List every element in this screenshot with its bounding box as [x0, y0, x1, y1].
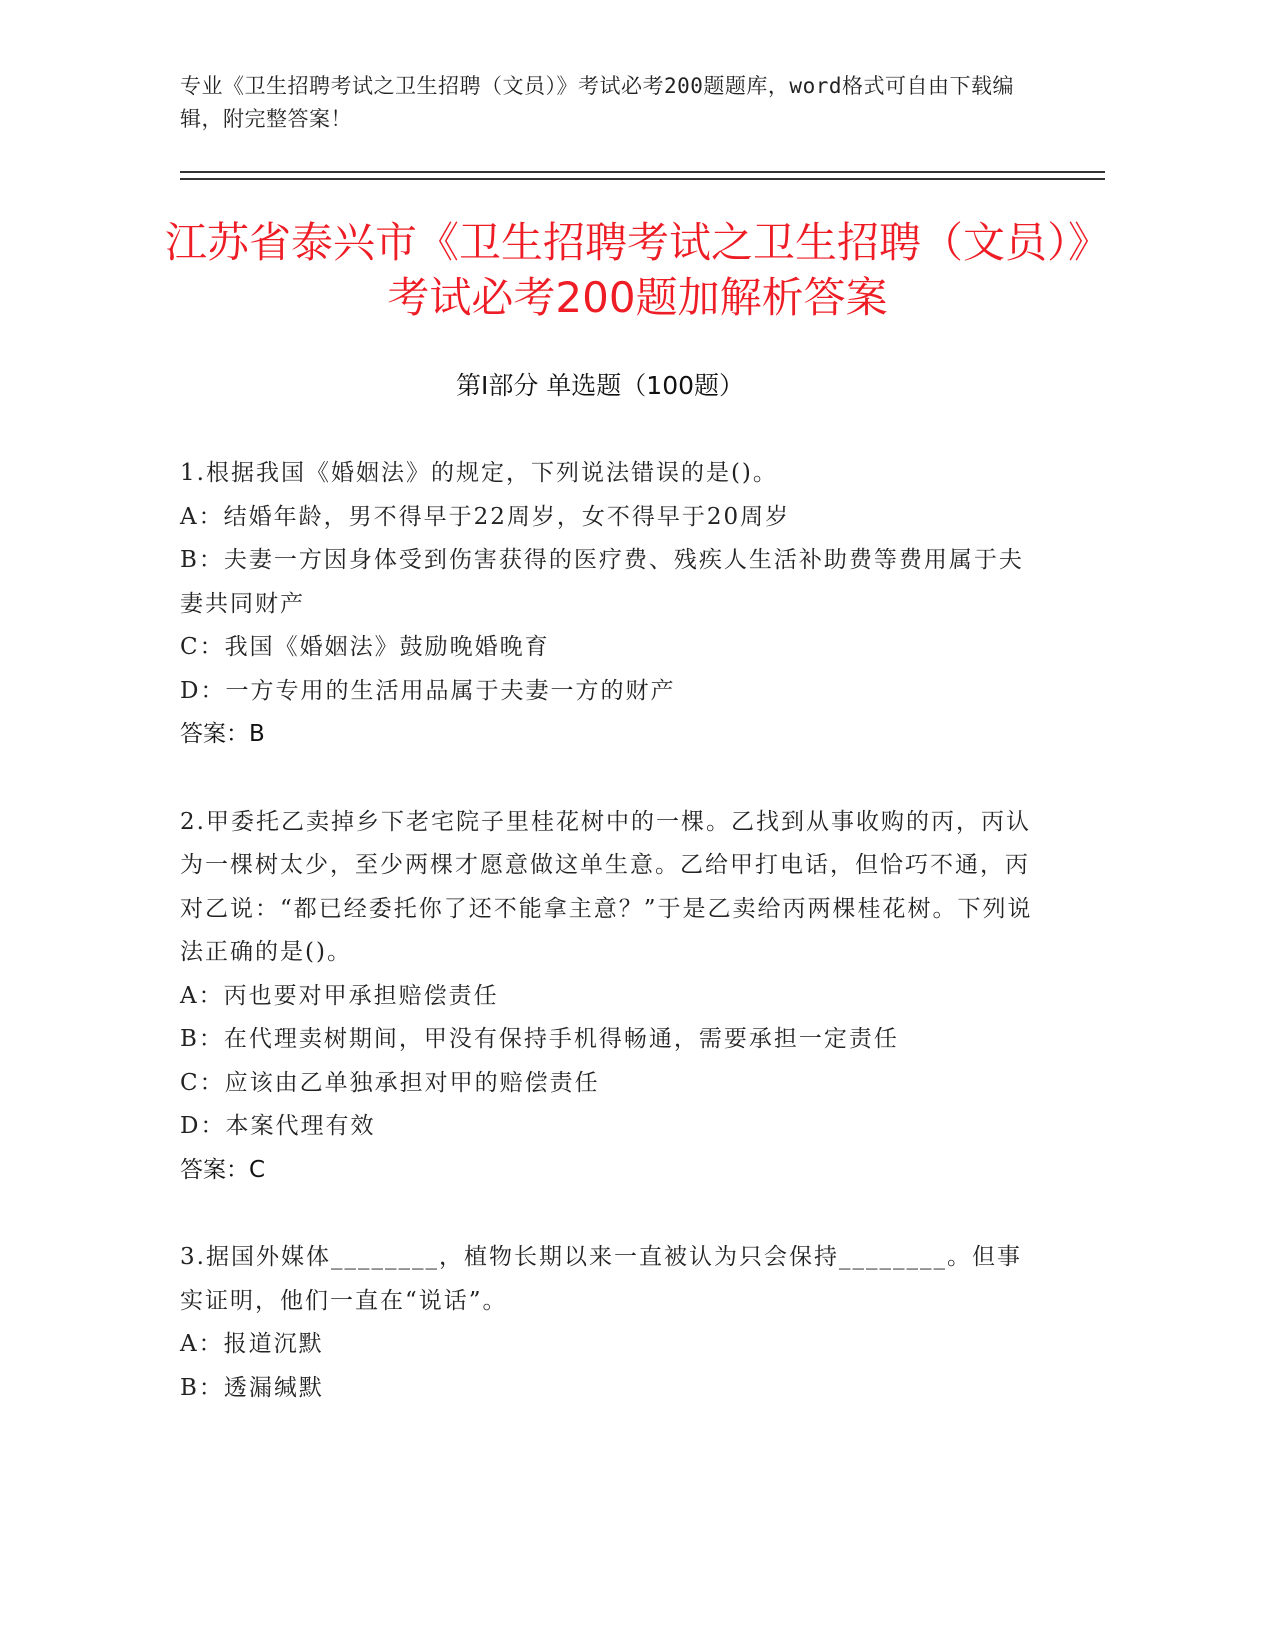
question-stem: 2.甲委托乙卖掉乡下老宅院子里桂花树中的一棵。乙找到从事收购的丙，丙认为一棵树太少，至少两棵才愿意做这单生意。乙给甲打电话，但恰巧不通，丙对乙说：“都已经委托你了还不能拿主意？”于是乙卖给丙两棵桂花树。下列说法正确的是()。 — [180, 808, 1033, 965]
question-3 — [180, 1236, 1040, 1410]
option-b: B：夫妻一方因身体受到伤害获得的医疗费、残疾人生活补助费等费用属于夫妻共同财产 — [180, 547, 1024, 617]
option-a: A：结婚年龄，男不得早于22周岁，女不得早于20周岁 — [180, 503, 791, 530]
option-c: C：我国《婚姻法》鼓励晚婚晚育 — [180, 634, 550, 660]
option-d: D：本案代理有效 — [180, 1113, 376, 1139]
option-c: C：应该由乙单独承担对甲的赔偿责任 — [180, 1069, 600, 1096]
header-divider-top — [180, 171, 1105, 173]
answer: 答案：B — [180, 721, 265, 747]
option-b: B：在代理卖树期间，甲没有保持手机得畅通，需要承担一定责任 — [180, 1026, 899, 1052]
answer: 答案：C — [180, 1156, 266, 1183]
question-list — [180, 452, 1040, 1454]
option-a: A：丙也要对甲承担赔偿责任 — [180, 982, 499, 1009]
document-title: 江苏省泰兴市《卫生招聘考试之卫生招聘（文员）》考试必考200题加解析答案 — [164, 218, 1110, 322]
question-2 — [180, 801, 1040, 1193]
question-stem: 1.根据我国《婚姻法》的规定，下列说法错误的是()。 — [180, 460, 778, 486]
section-heading: 第I部分 单选题（100题） — [455, 371, 745, 400]
question-1 — [180, 452, 1040, 757]
option-b: B：透漏缄默 — [180, 1374, 324, 1401]
header-divider-bottom — [180, 178, 1105, 180]
question-stem: 3.据国外媒体________，植物长期以来一直被认为只会保持________。但事实证明，他们一直在“说话”。 — [180, 1244, 1022, 1314]
header-note: 专业《卫生招聘考试之卫生招聘（文员）》考试必考200题题库，word格式可自由下载编辑，附完整答案！ — [180, 74, 1014, 131]
option-d: D：一方专用的生活用品属于夫妻一方的财产 — [180, 677, 676, 704]
option-a: A：报道沉默 — [180, 1331, 324, 1357]
